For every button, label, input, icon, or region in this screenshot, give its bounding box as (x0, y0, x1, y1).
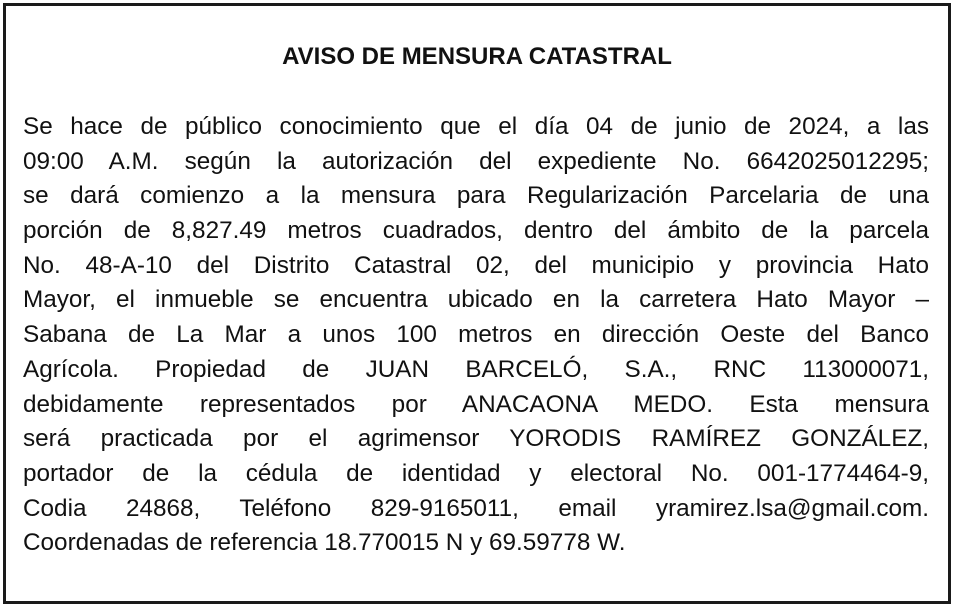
notice-frame (3, 3, 951, 604)
notice-line: Se hace de público conocimiento que el día 04 de junio de 2024, a las (23, 113, 929, 140)
notice-line: se dará comienzo a la mensura para Regularización Parcelaria de una (23, 182, 929, 210)
notice-body (23, 110, 929, 561)
notice-line-last: Coordenadas de referencia 18.770015 N y 69.59778 W. (23, 529, 626, 557)
notice-line: 09:00 A.M. según la autorización del expediente No. 6642025012295; (23, 147, 929, 175)
notice-line: No. 48-A-10 del Distrito Catastral 02, del municipio y provincia Hato (23, 251, 929, 279)
notice-line: será practicada por el agrimensor YORODIS RAMÍREZ GONZÁLEZ, (23, 425, 929, 453)
notice-line: debidamente representados por ANACAONA MEDO. Esta mensura (23, 390, 929, 418)
notice-line: Mayor, el inmueble se encuentra ubicado en la carretera Hato Mayor – (23, 286, 929, 314)
notice-line: Agrícola. Propiedad de JUAN BARCELÓ, S.A., RNC 113000071, (23, 355, 929, 383)
notice-line: porción de 8,827.49 metros cuadrados, dentro del ámbito de la parcela (23, 217, 929, 245)
notice-line: Codia 24868, Teléfono 829-9165011, email yramirez.lsa@gmail.com. (23, 494, 929, 522)
notice-title: AVISO DE MENSURA CATASTRAL (282, 43, 672, 70)
notice-line: Sabana de La Mar a unos 100 metros en dirección Oeste del Banco (23, 321, 929, 349)
notice-line: portador de la cédula de identidad y electoral No. 001-1774464-9, (23, 459, 929, 487)
